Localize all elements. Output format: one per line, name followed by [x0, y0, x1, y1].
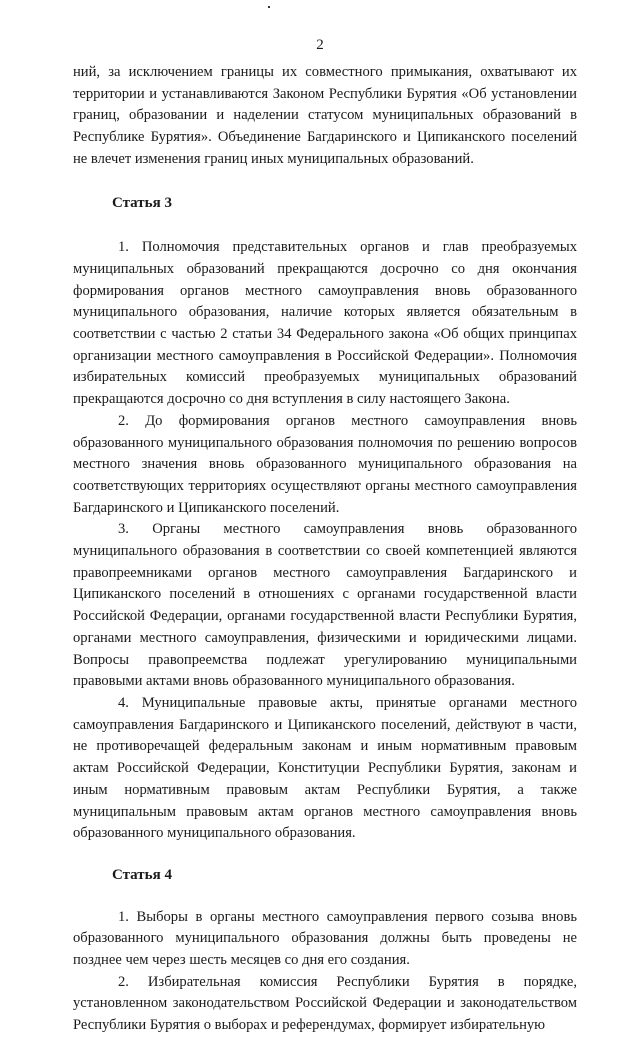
article-3-paragraph-1: 1. Полномочия представительных органов и глав преобразуемых муниципальных образований прекращаются досрочно со дня окончания формирования органов местного самоуправления вновь образованного муниципального образования, наличие которых является обязательным в соответствии с частью 2 статьи 34 Федерального закона «Об общих принципах организации местного самоуправления в Российской Федерации». Полномочия избирательных комиссий преобразуемых муниципальных образований прекращаются досрочно со дня вступления в силу настоящего Закона.	[73, 239, 577, 408]
document-body	[73, 62, 577, 1037]
article-4-title: Статья 4	[112, 866, 172, 883]
intro-paragraph: ний, за исключением границы их совместного примыкания, охватывают их территории и устанавливаются Законом Республики Бурятия «Об установлении границ, образовании и наделении статусом муниципальных образований в Республике Бурятия». Объединение Багдаринского и Ципиканского поселений не влечет изменения границ иных муниципальных образований.	[73, 64, 577, 167]
scan-speck	[268, 6, 270, 8]
page-number: 2	[316, 37, 324, 53]
article-3-paragraph-2: 2. До формирования органов местного самоуправления вновь образованного муниципального образования полномочия по решению вопросов местного значения вновь образованного муниципального образования на соответствующих территориях осуществляют органы местного самоуправления Багдаринского и Ципиканского поселений.	[73, 412, 577, 516]
article-4-paragraph-2: 2. Избирательная комиссия Республики Бурятия в порядке, установленном законодательством Российской Федерации и законодательством Республики Бурятия о выборах и референдумах, формирует избирательную	[73, 973, 577, 1034]
article-3-title: Статья 3	[112, 194, 172, 211]
article-4-paragraph-1: 1. Выборы в органы местного самоуправления первого созыва вновь образованного муниципального образования должны быть проведены не позднее чем через шесть месяцев со дня его создания.	[73, 908, 577, 969]
article-3-paragraph-3: 3. Органы местного самоуправления вновь образованного муниципального образования в соответствии со своей компетенцией являются правопреемниками органов местного самоуправления Багдаринского и Ципиканского поселений в отношениях с органами государственной власти Российской Федерации, органами государственной власти Республики Бурятия, органами местного самоуправления, физическими и юридическими лицами. Вопросы правопреемства подлежат урегулированию муниципальными правовыми актами вновь образованного муниципального образования.	[73, 521, 577, 690]
article-3-paragraph-4: 4. Муниципальные правовые акты, принятые органами местного самоуправления Багдаринского и Ципиканского поселений, действуют в части, не противоречащей федеральным законам и иным нормативным правовым актам Российской Федерации, Конституции Республики Бурятия, законам и иным нормативным правовым актам Республики Бурятия, а также муниципальным правовым актам органов местного самоуправления вновь образованного муниципального образования.	[73, 694, 577, 842]
